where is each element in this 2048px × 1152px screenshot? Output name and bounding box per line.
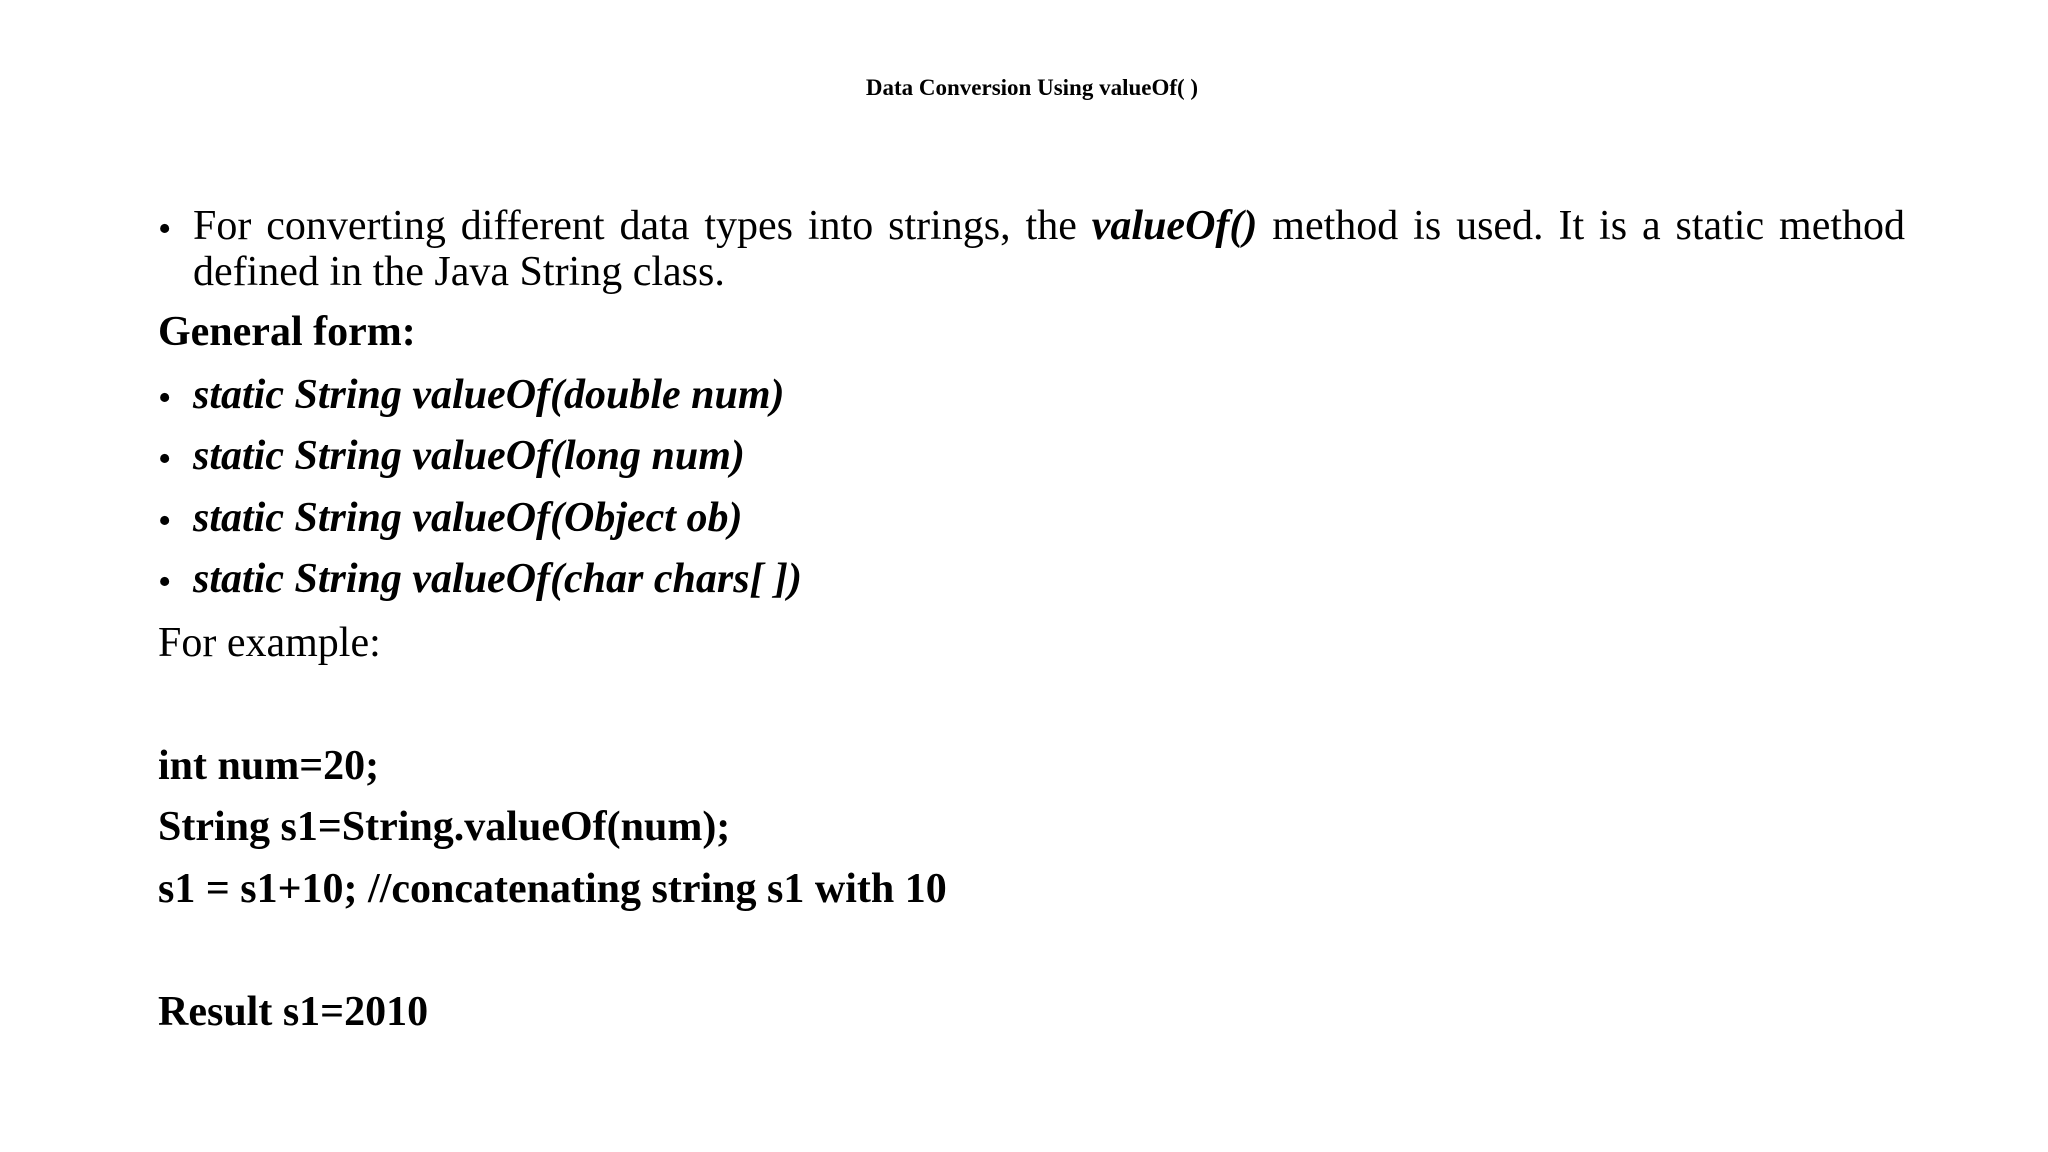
bullet-marker: • bbox=[158, 438, 172, 480]
intro-line-2: defined in the Java String class. bbox=[193, 249, 725, 295]
intro-text-before: For converting different data types into strings, the bbox=[193, 203, 1092, 249]
intro-emphasis: valueOf() bbox=[1091, 203, 1258, 249]
form-item: static String valueOf(long num) bbox=[193, 433, 745, 479]
intro-line-1 bbox=[193, 203, 1905, 249]
slide-title: Data Conversion Using valueOf( ) bbox=[865, 75, 1199, 100]
example-label: For example: bbox=[158, 620, 381, 666]
bullet-marker: • bbox=[158, 500, 172, 542]
intro-text-after: method is used. It is a static method bbox=[1257, 203, 1905, 249]
code-line: s1 = s1+10; //concatenating string s1 with 10 bbox=[158, 866, 947, 912]
bullet-marker: • bbox=[158, 377, 172, 419]
intro-paragraph bbox=[193, 203, 1905, 295]
general-form-label: General form: bbox=[158, 309, 416, 355]
bullet-marker: • bbox=[158, 208, 172, 250]
form-item: static String valueOf(double num) bbox=[193, 372, 785, 418]
code-line: int num=20; bbox=[158, 743, 380, 789]
form-item: static String valueOf(char chars[ ]) bbox=[193, 556, 802, 602]
bullet-marker: • bbox=[158, 561, 172, 603]
result-line: Result s1=2010 bbox=[158, 989, 429, 1035]
form-item: static String valueOf(Object ob) bbox=[193, 495, 743, 541]
code-line: String s1=String.valueOf(num); bbox=[158, 804, 731, 850]
